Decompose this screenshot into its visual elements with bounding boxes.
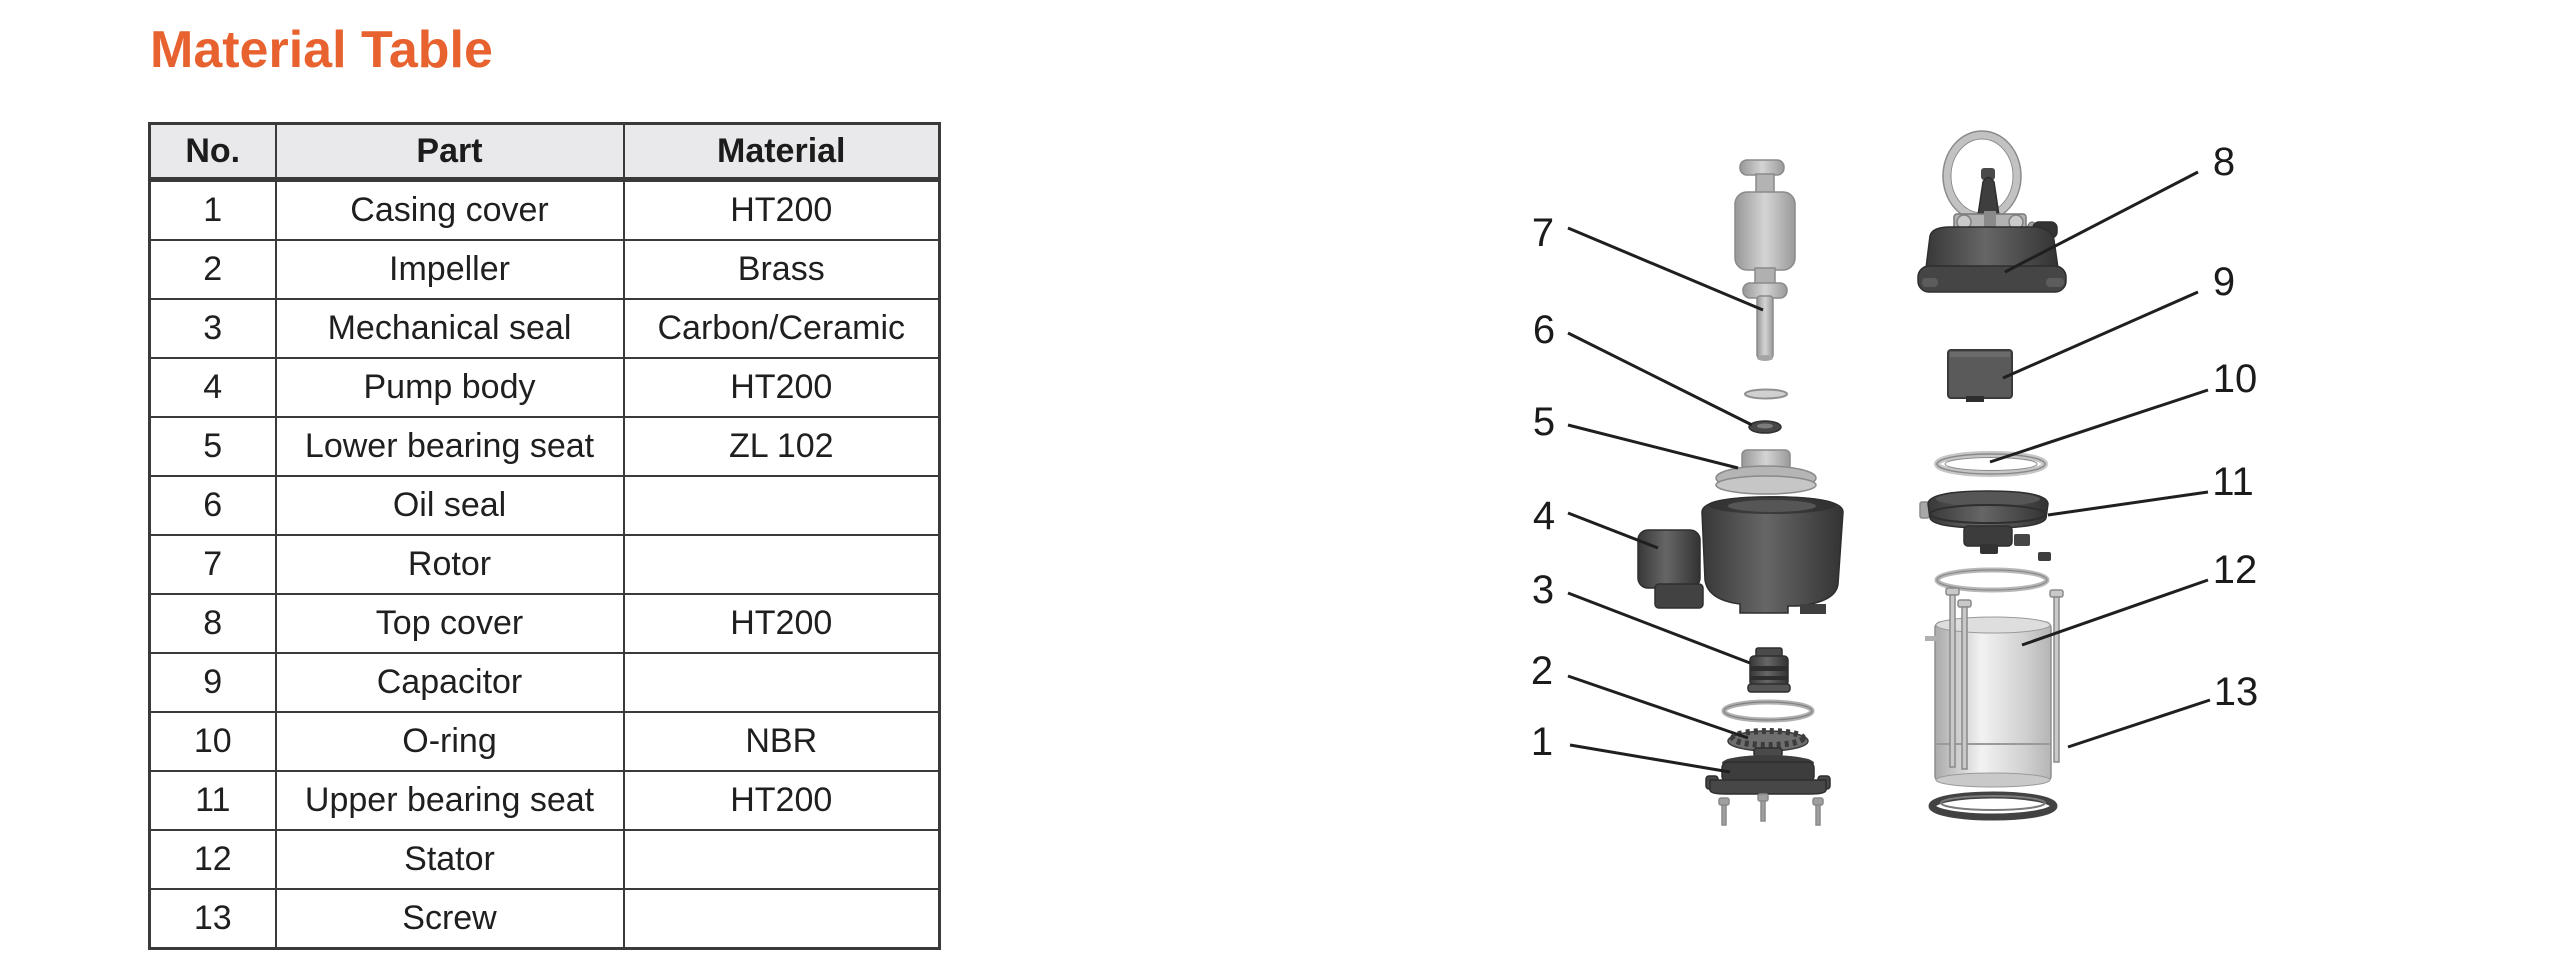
mounting-screws (1719, 794, 1823, 825)
leader-line-5 (1568, 425, 1738, 468)
part-mechanical-seal (1748, 648, 1790, 692)
cell-part: Casing cover (276, 180, 624, 241)
cell-part: Stator (276, 830, 624, 889)
part-top-cover (1918, 131, 2066, 292)
leader-line-11 (2048, 492, 2208, 515)
cell-no: 12 (150, 830, 276, 889)
cell-no: 5 (150, 417, 276, 476)
part-label-7: 7 (1531, 211, 1555, 255)
seal-ring (1724, 702, 1812, 720)
part-label-4: 4 (1532, 494, 1556, 538)
cell-no: 1 (150, 180, 276, 241)
part-label-11: 11 (2212, 460, 2254, 504)
part-upper-bearing-seat (1920, 491, 2051, 561)
leader-line-13 (2068, 700, 2210, 747)
part-lower-bearing-seat (1716, 450, 1816, 494)
cell-no: 7 (150, 535, 276, 594)
header-part: Part (276, 124, 624, 180)
leader-line-6 (1568, 333, 1752, 425)
cell-no: 9 (150, 653, 276, 712)
cell-material: Brass (624, 240, 940, 299)
cell-no: 11 (150, 771, 276, 830)
cell-part: Pump body (276, 358, 624, 417)
cell-part: Upper bearing seat (276, 771, 624, 830)
cell-no: 10 (150, 712, 276, 771)
part-label-2: 2 (1530, 649, 1554, 693)
cell-material: HT200 (624, 594, 940, 653)
cell-part: Capacitor (276, 653, 624, 712)
cell-material: HT200 (624, 771, 940, 830)
cell-no: 2 (150, 240, 276, 299)
part-label-6: 6 (1532, 308, 1556, 352)
leader-line-9 (2003, 292, 2198, 378)
cell-part: Screw (276, 889, 624, 949)
header-no: No. (150, 124, 276, 180)
cell-part: Oil seal (276, 476, 624, 535)
cell-part: Mechanical seal (276, 299, 624, 358)
leader-line-8 (2005, 172, 2198, 272)
part-label-12: 12 (2212, 548, 2258, 592)
cell-no: 8 (150, 594, 276, 653)
cell-material: ZL 102 (624, 417, 940, 476)
cell-no: 3 (150, 299, 276, 358)
leader-line-7 (1568, 228, 1763, 310)
part-oil-seal (1745, 390, 1787, 434)
cell-material: NBR (624, 712, 940, 771)
part-capacitor (1948, 350, 2012, 402)
part-label-3: 3 (1531, 568, 1555, 612)
cell-material: HT200 (624, 358, 940, 417)
part-label-13: 13 (2213, 670, 2259, 714)
page-title: Material Table (150, 21, 493, 79)
leader-line-2 (1568, 676, 1748, 738)
cell-no: 4 (150, 358, 276, 417)
cell-no: 6 (150, 476, 276, 535)
header-material: Material (624, 124, 940, 180)
cell-part: O-ring (276, 712, 624, 771)
part-rotor (1735, 160, 1795, 361)
part-label-10: 10 (2212, 357, 2258, 401)
part-pump-body (1638, 496, 1843, 614)
leader-line-1 (1570, 745, 1730, 772)
cell-material: Carbon/Ceramic (624, 299, 940, 358)
cell-part: Impeller (276, 240, 624, 299)
part-label-9: 9 (2212, 260, 2236, 304)
stator-gasket-ring (1937, 570, 2047, 590)
part-label-1: 1 (1530, 720, 1554, 764)
cell-part: Lower bearing seat (276, 417, 624, 476)
leader-line-10 (1990, 390, 2208, 462)
part-label-8: 8 (2212, 140, 2236, 184)
cell-material: HT200 (624, 180, 940, 241)
leader-line-12 (2022, 580, 2208, 645)
bottom-seal-ring (1932, 795, 2054, 817)
cell-part: Rotor (276, 535, 624, 594)
part-casing-cover (1706, 755, 1830, 794)
cell-no: 13 (150, 889, 276, 949)
part-label-5: 5 (1532, 400, 1556, 444)
part-o-ring (1937, 454, 2045, 474)
cell-part: Top cover (276, 594, 624, 653)
